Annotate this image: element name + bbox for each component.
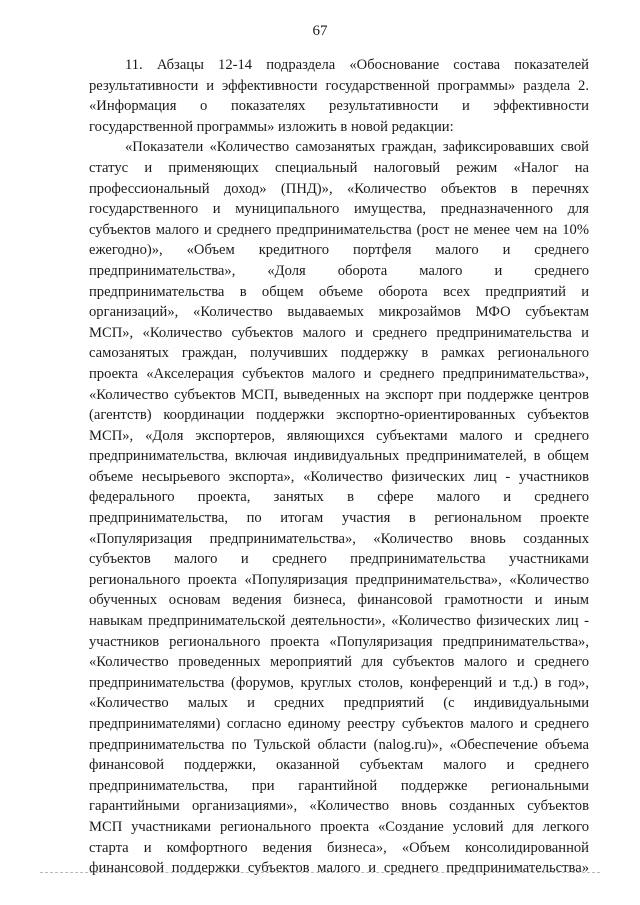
text-line: государственной программы» изложить в новой редакции:: [89, 118, 454, 135]
text-line: организаций», «Количество выдаваемых микрозаймов МФО субъектам: [89, 304, 589, 321]
text-line: предпринимательства по Тульской области (nalog.ru)», «Обеспечение объема: [89, 736, 589, 753]
text-line: МСП», «Доля экспортеров, являющихся субъектами малого и среднего: [89, 427, 589, 444]
text-line: государственного и муниципального имущества, предназначенного для: [89, 201, 589, 218]
page-number: 67: [312, 23, 328, 39]
text-line: МСП», «Количество субъектов малого и среднего предпринимательства и: [89, 324, 589, 341]
text-line: «Популяризация предпринимательства», «Количество вновь созданных: [89, 530, 589, 547]
text-line: «Показатели «Количество самозанятых граждан, зафиксировавших свой: [125, 139, 589, 156]
text-line: предпринимательства (форумов, круглых столов, конференций и т.д.) в год»,: [89, 674, 589, 691]
text-line: «Информация о показателях результативности и эффективности: [89, 98, 589, 115]
text-line: предпринимательства», «Доля оборота малого и среднего: [89, 262, 589, 279]
text-line: регионального проекта «Популяризация предпринимательства», «Количество: [89, 571, 589, 588]
text-line: 11. Абзацы 12-14 подраздела «Обоснование состава показателей: [125, 57, 589, 73]
text-line: гарантийными организациями», «Количество вновь созданных субъектов: [89, 798, 589, 815]
text-line: старта и комфортного ведения бизнеса», «Объем консолидированной: [89, 839, 589, 856]
text-line: ежегодно)», «Объем кредитного портфеля малого и среднего: [89, 242, 589, 259]
page-bottom-rule: [40, 872, 600, 873]
text-line: финансовой поддержки, оказанной субъектам малого и среднего: [89, 757, 589, 774]
text-line: «Количество субъектов МСП, выведенных на экспорт при поддержке центров: [89, 386, 589, 403]
text-line: предпринимателями) согласно единому реестру субъектов малого и среднего: [89, 716, 589, 732]
text-line: «Количество проведенных мероприятий для субъектов малого и среднего: [89, 654, 589, 671]
text-line: профессиональный доход» (ПНД)», «Количество объектов в перечнях: [89, 180, 589, 197]
text-line: результативности и эффективности государственной программы» раздела 2.: [89, 77, 589, 94]
text-line: субъектов малого и среднего предпринимательства участниками: [89, 551, 589, 568]
text-line: обученных основам ведения бизнеса, финансовой грамотности и иным: [89, 592, 589, 609]
text-line: субъектов малого и среднего предпринимательства (рост не менее чем на 10%: [89, 221, 589, 238]
text-line: объеме несырьевого экспорта», «Количество физических лиц - участников: [89, 468, 589, 485]
text-line: предпринимательства, по итогам участия в региональном проекте: [89, 510, 589, 527]
text-line: (агентств) координации поддержки экспортно-ориентированных субъектов: [89, 407, 589, 424]
text-line: финансовой поддержки субъектов малого и среднего предпринимательства»: [89, 860, 589, 877]
text-line: МСП участниками регионального проекта «Создание условий для легкого: [89, 818, 589, 835]
document-body: [89, 55, 589, 879]
text-line: навыкам предпринимательской деятельности», «Количество физических лиц -: [89, 613, 589, 630]
text-line: предпринимательства, при гарантийной поддержке региональными: [89, 777, 589, 794]
text-line: «Количество малых и средних предприятий (с индивидуальными: [89, 695, 589, 712]
text-line: самозанятых граждан, получивших поддержку в рамках регионального: [89, 345, 589, 362]
text-line: федерального проекта, занятых в сфере малого и среднего: [89, 489, 589, 506]
text-line: статус и применяющих специальный налоговый режим «Налог на: [89, 159, 589, 176]
text-line: участников регионального проекта «Популяризация предпринимательства»,: [89, 633, 589, 650]
text-line: предпринимательства, включая индивидуальных предпринимателей, в общем: [89, 448, 589, 465]
text-line: проекта «Акселерация субъектов малого и среднего предпринимательства»,: [89, 365, 589, 382]
text-line: предпринимательства в общем объеме оборота всех предприятий и: [89, 283, 589, 300]
